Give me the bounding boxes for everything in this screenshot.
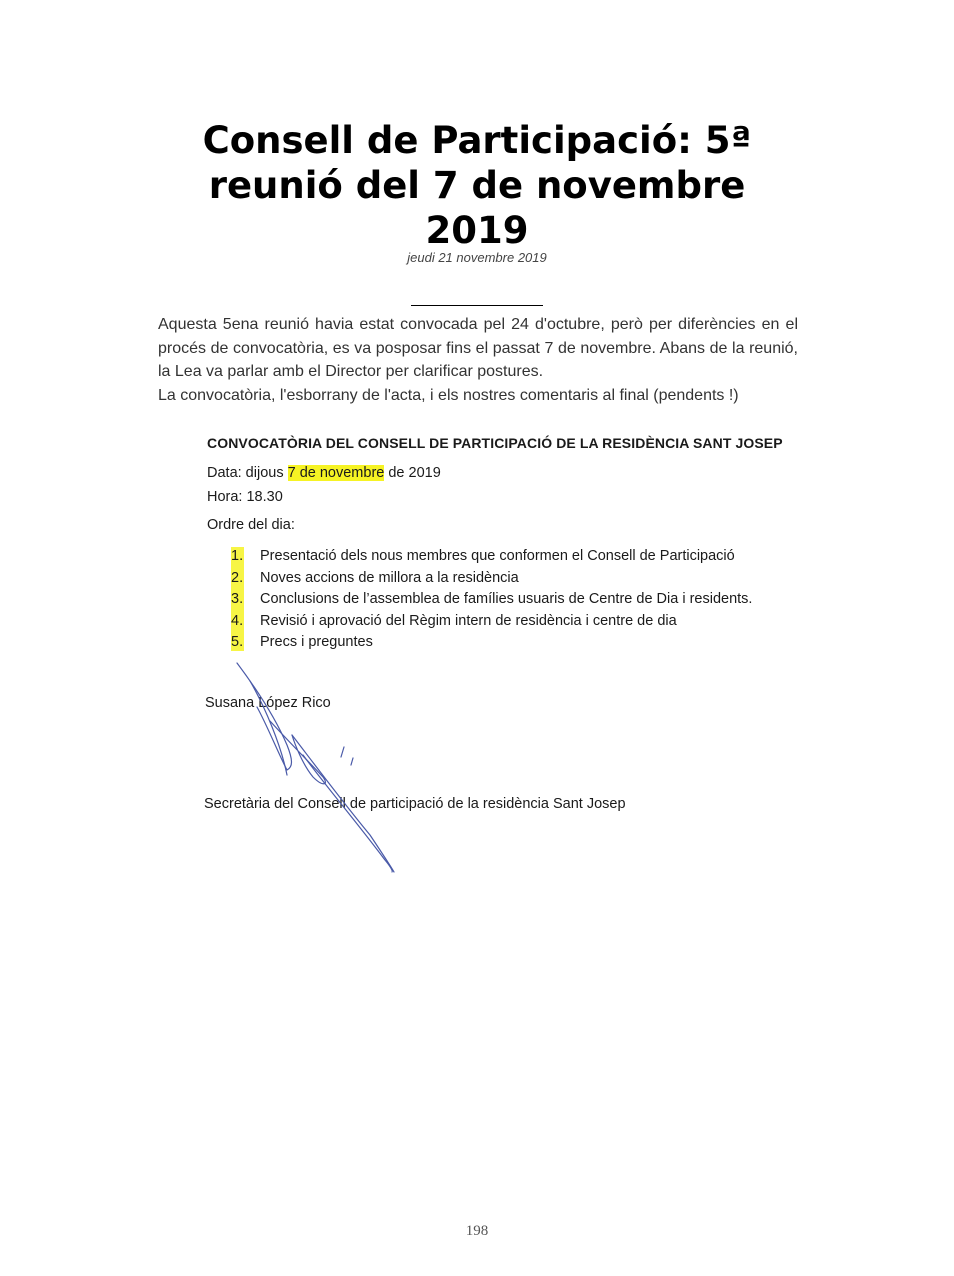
article-title: Consell de Participació: 5ª reunió del 7 de novembre 2019 xyxy=(202,119,752,252)
agenda-item-text: Noves accions de millora a la residència xyxy=(260,569,519,586)
agenda-item-text: Conclusions de l’assemblea de famílies usuaris de Centre de Dia i residents. xyxy=(260,591,753,607)
agenda-item-text: Revisió i aprovació del Règim intern de residència i centre de dia xyxy=(260,612,677,629)
notice-time: Hora: 18.30 xyxy=(207,489,283,505)
notice-date-highlight: 7 de novembre xyxy=(287,465,385,481)
notice-heading: CONVOCATÒRIA DEL CONSELL DE PARTICIPACIÓ DE LA RESIDÈNCIA SANT JOSEP xyxy=(207,435,783,451)
scanned-notice-image xyxy=(195,425,795,885)
intro-second-line: La convocatòria, l'esborrany de l'acta, i els nostres comentaris al final (pendents !) xyxy=(158,386,739,404)
intro-text xyxy=(158,313,798,407)
agenda-item-number: 1. xyxy=(231,548,244,564)
notice-date-label: Data: dijous xyxy=(207,465,288,481)
agenda-item-text: Presentació dels nous membres que conformen el Consell de Participació xyxy=(260,548,735,564)
agenda-item-text: Precs i preguntes xyxy=(260,634,373,650)
notice-date-suffix: de 2019 xyxy=(384,465,441,481)
intro-paragraph: Aquesta 5ena reunió havia estat convocada pel 24 d'octubre, però per diferències en el procés de convocatòria, es va posposar fins el passat 7 de novembre. Abans de la reunió, la Lea va parlar amb el Director per clarificar postures. xyxy=(158,316,798,380)
page-number: 198 xyxy=(465,1223,489,1239)
notice-agenda-label: Ordre del dia: xyxy=(207,517,295,533)
signer-name: Susana López Rico xyxy=(205,695,331,711)
agenda-item-number: 4. xyxy=(231,612,244,629)
article-date: jeudi 21 novembre 2019 xyxy=(407,250,547,265)
handwritten-signature xyxy=(195,425,795,885)
agenda-item-number: 3. xyxy=(231,591,244,607)
agenda-item-number: 5. xyxy=(231,634,244,650)
separator-rule xyxy=(411,305,543,306)
agenda-item-number: 2. xyxy=(231,569,244,586)
signer-role: Secretària del Consell de participació de la residència Sant Josep xyxy=(204,796,626,812)
